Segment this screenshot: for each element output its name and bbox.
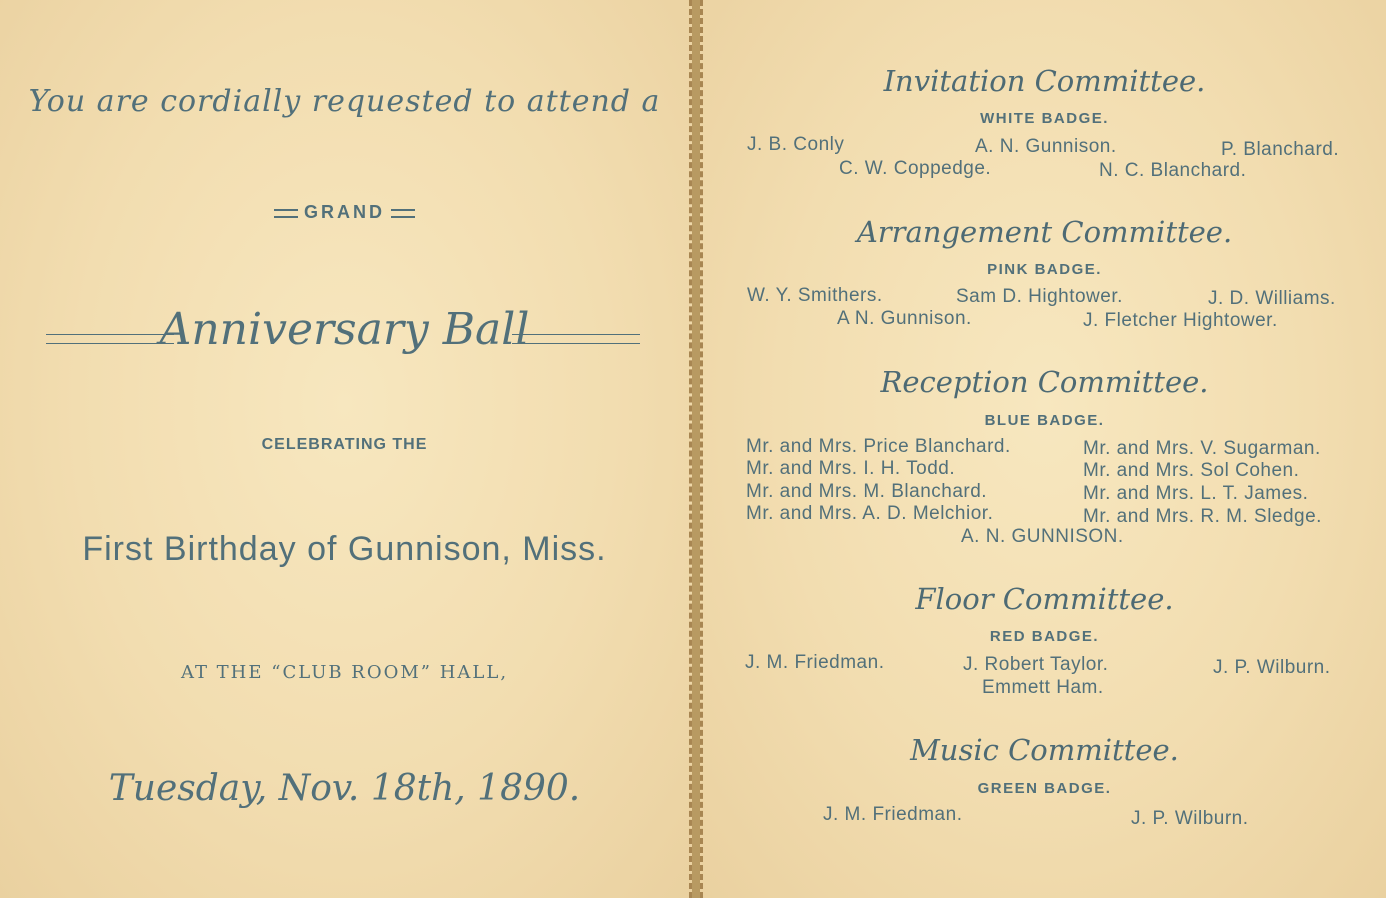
committee-title: Music Committee. <box>910 733 1179 767</box>
venue-line: AT THE “CLUB ROOM” HALL, <box>180 662 509 683</box>
event-title: Anniversary Ball <box>159 304 530 355</box>
committee-member: J. P. Wilburn. <box>1131 808 1249 829</box>
committee-title: Reception Committee. <box>880 365 1209 399</box>
committee-member: J. B. Conly <box>747 134 845 155</box>
committee-member: J. M. Friedman. <box>745 652 885 673</box>
flourish-left <box>46 334 174 344</box>
flourish-right <box>512 334 640 344</box>
committee-member: J. Robert Taylor. <box>963 654 1109 675</box>
committee-member: Emmett Ham. <box>982 677 1104 698</box>
committee-member: Mr. and Mrs. I. H. Todd. <box>746 458 956 479</box>
committee-member: Sam D. Hightower. <box>956 286 1123 307</box>
committee-badge: WHITE BADGE. <box>980 110 1109 127</box>
committee-member: Mr. and Mrs. V. Sugarman. <box>1083 438 1321 459</box>
event-title-row <box>0 304 689 368</box>
committee-title: Floor Committee. <box>915 582 1174 616</box>
committee-member: A N. Gunnison. <box>837 308 972 329</box>
committee-member: Mr. and Mrs. Price Blanchard. <box>746 436 1011 457</box>
committee-member: N. C. Blanchard. <box>1099 160 1247 181</box>
committee-badge: PINK BADGE. <box>987 261 1102 278</box>
committee-title: Invitation Committee. <box>883 64 1206 98</box>
committee-member: Mr. and Mrs. Sol Cohen. <box>1083 460 1300 481</box>
committee-member: Mr. and Mrs. R. M. Sledge. <box>1083 506 1322 527</box>
committee-member: P. Blanchard. <box>1221 139 1340 160</box>
committee-title: Arrangement Committee. <box>856 215 1233 249</box>
grand-heading <box>0 202 689 223</box>
ornament-dash-left <box>274 209 298 218</box>
committee-member: Mr. and Mrs. A. D. Melchior. <box>746 503 994 524</box>
committee-member: W. Y. Smithers. <box>747 285 883 306</box>
committee-member: J. Fletcher Hightower. <box>1083 310 1278 331</box>
committee-member: J. P. Wilburn. <box>1213 657 1331 678</box>
committee-badge: RED BADGE. <box>989 628 1100 645</box>
committee-member: Mr. and Mrs. M. Blanchard. <box>746 481 988 502</box>
committee-badge: GREEN BADGE. <box>977 780 1112 797</box>
committee-badge: BLUE BADGE. <box>984 412 1105 429</box>
event-date: Tuesday, Nov. 18th, 1890. <box>108 768 581 809</box>
occasion-line: First Birthday of Gunnison, Miss. <box>82 530 607 568</box>
committee-card <box>700 0 1386 898</box>
grand-label: GRAND <box>304 202 385 222</box>
committee-member: J. M. Friedman. <box>823 804 963 825</box>
committee-member: A. N. Gunnison. <box>975 136 1117 157</box>
committee-member: Mr. and Mrs. L. T. James. <box>1083 483 1309 504</box>
invitation-card-front <box>0 0 692 898</box>
ornament-dash-right <box>391 209 415 218</box>
committee-member: A. N. GUNNISON. <box>961 526 1124 547</box>
invitation-line: You are cordially requested to attend a <box>28 84 661 119</box>
celebrating-line: CELEBRATING THE <box>261 436 428 453</box>
committee-member: C. W. Coppedge. <box>839 158 992 179</box>
committee-member: J. D. Williams. <box>1208 288 1336 309</box>
